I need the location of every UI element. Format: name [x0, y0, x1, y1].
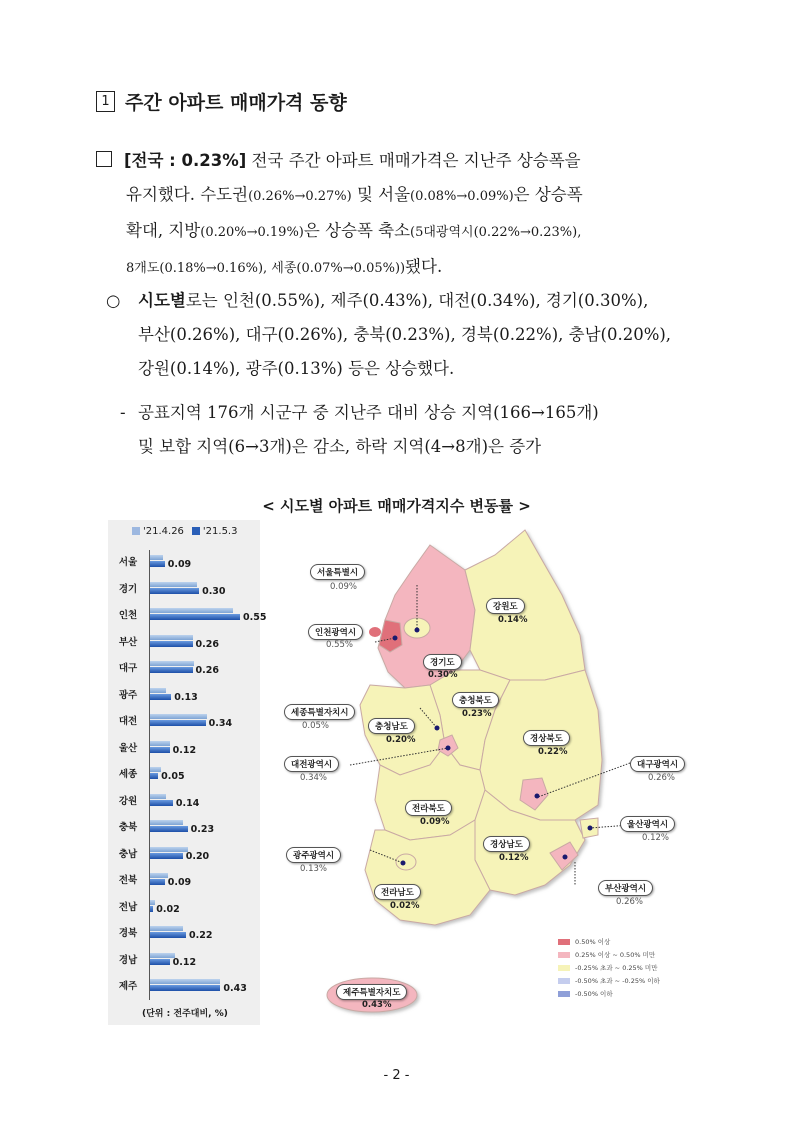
data-label: 0.09	[167, 877, 192, 888]
data-label: 0.23	[190, 824, 215, 835]
data-label: 0.13	[174, 691, 198, 703]
value-sejong: 0.05%	[302, 721, 330, 731]
summary-line2: 유지했다. 수도권(0.26%→0.27%) 및 서울(0.08%→0.09%)은 상승폭	[126, 185, 583, 204]
category-label: 광주	[118, 689, 138, 701]
chart-axis	[149, 550, 150, 1000]
bar-prev	[150, 900, 155, 905]
value-gyeongnam: 0.12%	[499, 853, 529, 863]
data-label: 0.34	[208, 718, 233, 729]
label-incheon: 인천광역시	[308, 624, 363, 640]
bar-curr	[150, 747, 170, 753]
square-bullet-icon	[96, 151, 112, 167]
detail-line1: 공표지역 176개 시군구 중 지난주 대비 상승 지역(166→165개)	[138, 403, 599, 422]
summary-line3: 확대, 지방(0.20%→0.19%)은 상승폭 축소(5대광역시(0.22%→0.23%),	[126, 221, 582, 240]
category-label: 충남	[118, 848, 138, 860]
bar-curr	[150, 773, 158, 779]
map-legend	[558, 935, 660, 1000]
category-label: 전북	[118, 875, 138, 886]
data-label: 0.26	[195, 665, 219, 676]
circle-bullet-icon: ○	[106, 291, 121, 310]
by-region-line1: 시도별로는 인천(0.55%), 제주(0.43%), 대전(0.34%), 경기(0.30%),	[138, 291, 649, 310]
value-seoul: 0.09%	[330, 582, 358, 592]
summary-label: [전국 : 0.23%]	[124, 151, 247, 170]
bar-prev	[150, 979, 220, 984]
label-daegu: 대구광역시	[630, 756, 685, 772]
legend-item-prev: '21.4.26	[132, 526, 184, 537]
bar-curr	[150, 720, 206, 726]
summary-line4: 8개도(0.18%→0.16%), 세종(0.07%→0.05%))됐다.	[126, 257, 443, 276]
bar-curr	[150, 932, 186, 938]
category-label: 충북	[118, 822, 138, 833]
section-number: 1	[96, 91, 115, 112]
bar-curr	[150, 959, 170, 965]
region-incheon-island	[369, 627, 381, 637]
label-chungbuk: 충청북도	[452, 692, 499, 708]
korea-map	[280, 520, 700, 1025]
value-jeonnam: 0.02%	[390, 901, 420, 911]
value-gyeonggi: 0.30%	[428, 670, 458, 680]
bar-curr	[150, 800, 173, 806]
by-region-line2: 부산(0.26%), 대구(0.26%), 충북(0.23%), 경북(0.22%), 충남(0.20%),	[138, 325, 672, 344]
bar-chart	[108, 520, 267, 1025]
bar-prev	[150, 926, 183, 931]
label-busan: 부산광역시	[598, 880, 653, 896]
label-chungnam: 충청남도	[368, 718, 415, 734]
bar-prev	[150, 635, 193, 640]
bar-curr	[150, 641, 193, 647]
bar-curr	[150, 826, 188, 832]
category-label: 서울	[118, 557, 138, 568]
label-gangwon: 강원도	[486, 598, 525, 614]
data-label: 0.26	[195, 638, 219, 650]
category-label: 전남	[118, 901, 138, 913]
legend-item-curr: '21.5.3	[192, 526, 238, 537]
data-label: 0.12	[172, 744, 197, 756]
category-label: 제주	[118, 981, 138, 992]
label-jeonnam: 전라남도	[374, 884, 421, 900]
by-region-paragraph	[106, 284, 706, 386]
data-label: 0.05	[161, 771, 185, 782]
label-gwangju: 광주광역시	[286, 847, 341, 863]
label-jeonbuk: 전라북도	[405, 800, 452, 816]
value-jeonbuk: 0.09%	[420, 817, 450, 827]
bar-prev	[150, 582, 197, 587]
label-daejeon: 대전광역시	[284, 756, 339, 772]
bar-curr	[150, 667, 193, 673]
value-gwangju: 0.13%	[300, 864, 328, 874]
label-ulsan: 울산광역시	[620, 816, 675, 832]
category-label: 강원	[118, 795, 138, 807]
bar-prev	[150, 953, 175, 958]
page-number: - 2 -	[383, 1068, 410, 1083]
value-ulsan: 0.12%	[642, 833, 670, 843]
data-label: 0.43	[223, 983, 247, 994]
label-gyeongbuk: 경상북도	[523, 730, 570, 746]
section-title	[96, 88, 347, 115]
data-label: 0.55	[243, 612, 267, 623]
bar-prev	[150, 794, 166, 799]
data-label: 0.30	[202, 585, 226, 597]
category-label: 세종	[118, 769, 138, 780]
bar-curr	[150, 614, 240, 620]
value-daegu: 0.26%	[648, 773, 676, 783]
bar-curr	[150, 694, 171, 700]
region-incheon	[379, 620, 402, 652]
map-legend-item: 0.50% 이상	[558, 935, 660, 948]
label-jeju: 제주특별자치도	[336, 984, 407, 1000]
value-incheon: 0.55%	[326, 640, 354, 650]
bar-prev	[150, 688, 166, 693]
map-legend-item: -0.25% 초과 ~ 0.25% 미만	[558, 961, 660, 974]
detail-line2: 및 보합 지역(6→3개)은 감소, 하락 지역(4→8개)은 증가	[138, 437, 542, 456]
data-label: 0.20	[185, 850, 210, 862]
bar-prev	[150, 555, 163, 560]
value-busan: 0.26%	[616, 897, 644, 907]
summary-paragraph	[96, 144, 706, 286]
by-region-line3: 강원(0.14%), 광주(0.13%) 등은 상승했다.	[138, 359, 455, 378]
bar-curr	[150, 588, 199, 594]
detail-paragraph	[120, 396, 710, 464]
section-title-text: 주간 아파트 매매가격 동향	[125, 92, 347, 114]
category-label: 대전	[118, 716, 138, 727]
value-gangwon: 0.14%	[498, 615, 528, 625]
map-legend-item: 0.25% 이상 ~ 0.50% 미만	[558, 948, 660, 961]
bar-prev	[150, 608, 233, 613]
category-label: 경북	[118, 928, 138, 939]
bar-curr	[150, 906, 153, 912]
bar-curr	[150, 985, 220, 991]
summary-line1: 전국 주간 아파트 매매가격은 지난주 상승폭을	[251, 151, 581, 170]
category-label: 경기	[118, 583, 138, 595]
category-label: 경남	[118, 954, 138, 966]
chart-unit-note: (단위 : 전주대비, %)	[142, 1009, 228, 1019]
bar-prev	[150, 714, 207, 719]
chart-legend	[132, 526, 237, 537]
label-gyeongnam: 경상남도	[483, 836, 530, 852]
dash-bullet: -	[120, 403, 126, 422]
category-label: 대구	[118, 663, 138, 674]
bar-prev	[150, 873, 168, 878]
value-chungnam: 0.20%	[386, 735, 416, 745]
bar-curr	[150, 853, 183, 859]
value-chungbuk: 0.23%	[462, 709, 492, 719]
value-gyeongbuk: 0.22%	[538, 747, 568, 757]
data-label: 0.22	[189, 930, 213, 941]
bar-prev	[150, 767, 161, 772]
category-label: 울산	[118, 742, 138, 754]
category-label: 인천	[118, 610, 138, 621]
value-jeju: 0.43%	[362, 1000, 392, 1010]
label-gyeonggi: 경기도	[423, 654, 462, 670]
bar-prev	[150, 847, 188, 852]
bar-prev	[150, 741, 170, 746]
bar-prev	[150, 820, 183, 825]
data-label: 0.09	[167, 559, 192, 570]
data-label: 0.14	[175, 797, 200, 809]
label-sejong: 세종특별자치시	[284, 704, 355, 720]
data-label: 0.12	[172, 956, 197, 968]
data-label: 0.02	[156, 903, 180, 915]
map-legend-item: -0.50% 이하	[558, 987, 660, 1000]
bar-prev	[150, 661, 194, 666]
bar-curr	[150, 879, 165, 885]
value-daejeon: 0.34%	[300, 773, 328, 783]
label-seoul: 서울특별시	[310, 564, 365, 580]
region-gwangju	[396, 854, 416, 870]
category-label: 부산	[118, 636, 138, 648]
bar-curr	[150, 561, 165, 567]
region-gangwon	[465, 530, 585, 680]
map-legend-item: -0.50% 초과 ~ -0.25% 이하	[558, 974, 660, 987]
figure-title: < 시도별 아파트 매매가격지수 변동률 >	[262, 497, 531, 515]
